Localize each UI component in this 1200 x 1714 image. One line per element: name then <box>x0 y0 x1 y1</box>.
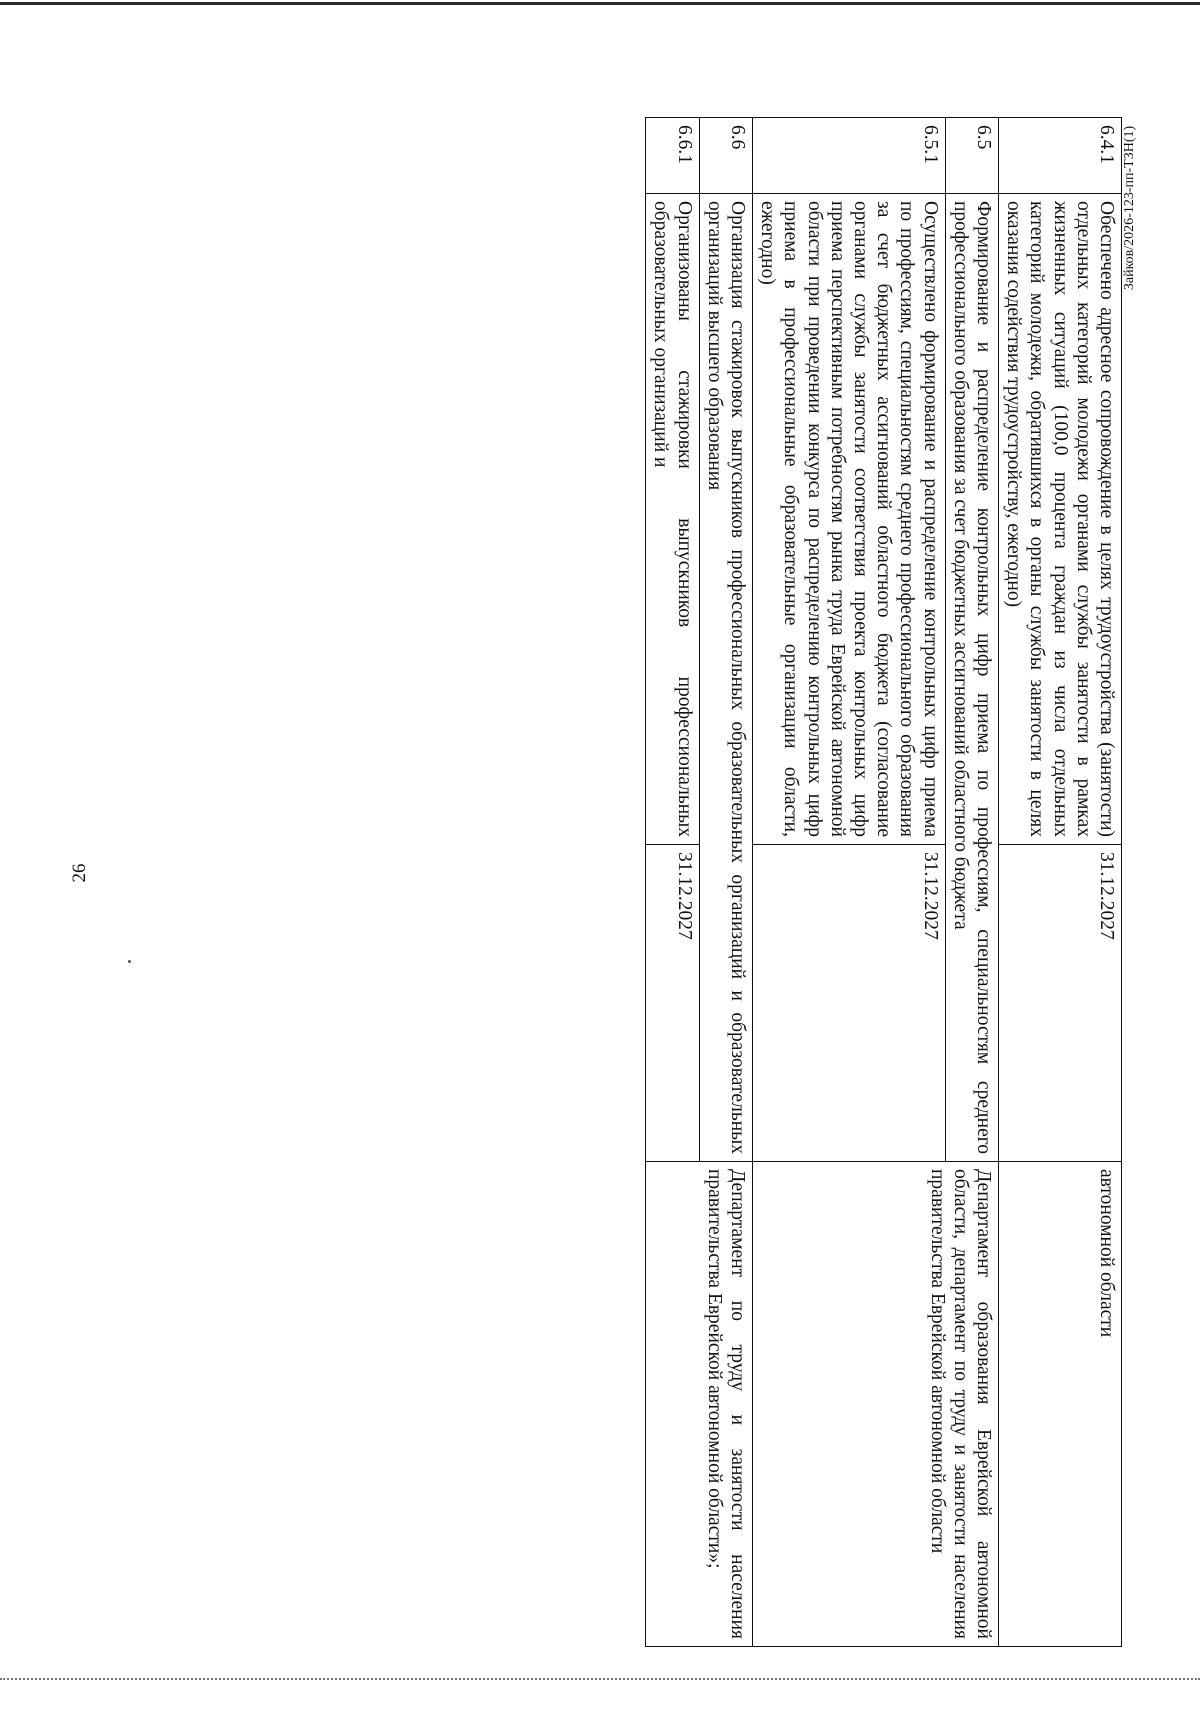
row-number: 6.5 <box>945 118 998 194</box>
row-date: 31.12.2027 <box>752 845 945 1162</box>
page-number: 26 <box>69 863 90 883</box>
bottom-edge-line <box>0 1678 1200 1680</box>
row-number: 6.6.1 <box>646 118 699 194</box>
row-text: Организованы стажировки выпускников профессиональных образовательных организаций и <box>646 194 699 845</box>
top-edge-line <box>0 2 1200 5</box>
measures-table <box>645 117 1122 1647</box>
row-text: Осуществлено формирование и распределение контрольных цифр приема по профессиям, специальностям среднего профессионального образования за счет бюджетных ассигнований областного бюджета (согласование органами службы занятости соответствия проекта контрольных цифр приема перспективным потребностям рынка труда Еврейской автономной области при проведении конкурса по распределению контрольных цифр приема в профессиональные образовательные организации области, ежегодно) <box>752 194 945 845</box>
table-row <box>998 118 1121 1647</box>
row-responsible: автономной области <box>998 1162 1121 1647</box>
row-date: 31.12.2027 <box>998 845 1121 1162</box>
document-code: Зайков/2026-123-пп-ТЗН(1) <box>1122 125 1137 291</box>
rotated-table-container <box>222 117 1122 1647</box>
row-text: Формирование и распределение контрольных цифр приема по профессиям, специальностям среднего профессионального образования за счет бюджетных ассигнований областного бюджета <box>945 194 998 1162</box>
table-row <box>945 118 998 1647</box>
row-number: 6.5.1 <box>752 118 945 194</box>
row-text: Организация стажировок выпускников профессиональных образовательных организаций и образовательных организаций высшего образования <box>699 194 752 1162</box>
row-responsible: Департамент образования Еврейской автономной области, департамент по труду и занятости населения правительства Еврейской автономной области <box>752 1162 998 1647</box>
row-number: 6.4.1 <box>998 118 1121 194</box>
table-row <box>699 118 752 1647</box>
scan-speck <box>128 960 131 963</box>
row-text: Обеспечено адресное сопровождение в целях трудоустройства (занятости) отдельных категорий молодежи органами службы занятости в рамках жизненных ситуаций (100,0 процента граждан из числа отдельных категорий молодежи, обратившихся в органы службы занятости в целях оказания содействия трудоустройству, ежегодно) <box>998 194 1121 845</box>
row-number: 6.6 <box>699 118 752 194</box>
row-responsible: Департамент по труду и занятости населения правительства Еврейской автономной области»; <box>646 1162 753 1647</box>
row-date: 31.12.2027 <box>646 845 699 1162</box>
